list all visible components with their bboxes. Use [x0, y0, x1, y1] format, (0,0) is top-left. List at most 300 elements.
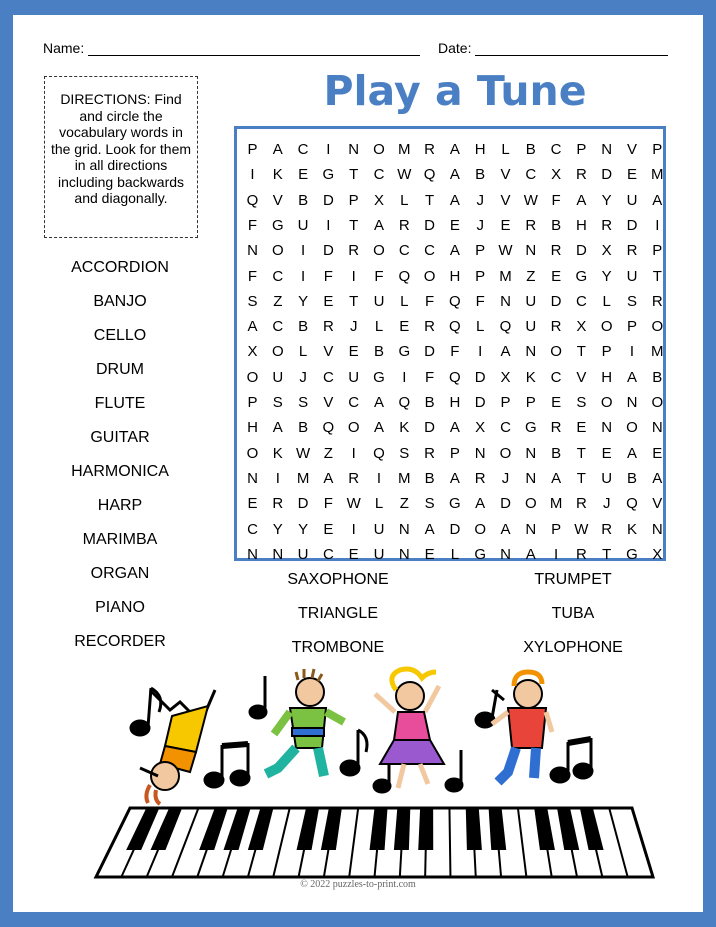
grid-letter[interactable]: G: [474, 545, 487, 563]
grid-letter[interactable]: N: [525, 469, 537, 487]
grid-letter[interactable]: A: [247, 318, 258, 336]
grid-letter[interactable]: L: [501, 141, 510, 158]
grid-letter[interactable]: A: [449, 166, 460, 184]
grid-letter[interactable]: P: [551, 520, 562, 538]
grid-letter[interactable]: C: [348, 394, 360, 411]
grid-letter[interactable]: D: [474, 368, 486, 386]
grid-letter[interactable]: Z: [323, 444, 333, 462]
grid-letter[interactable]: P: [247, 394, 258, 411]
grid-letter[interactable]: N: [247, 545, 258, 563]
grid-letter[interactable]: Y: [601, 267, 612, 285]
grid-letter[interactable]: R: [550, 419, 562, 437]
grid-letter[interactable]: O: [246, 444, 259, 462]
grid-letter[interactable]: P: [475, 242, 486, 260]
grid-letter[interactable]: Q: [398, 394, 411, 411]
grid-letter[interactable]: R: [651, 292, 663, 310]
grid-letter[interactable]: I: [301, 267, 306, 285]
grid-letter[interactable]: D: [424, 419, 436, 437]
grid-letter[interactable]: Q: [449, 318, 461, 336]
grid-letter[interactable]: R: [626, 242, 638, 260]
grid-letter[interactable]: A: [272, 141, 283, 158]
grid-letter[interactable]: R: [575, 495, 587, 513]
grid-letter[interactable]: E: [626, 166, 637, 184]
grid-letter[interactable]: R: [424, 318, 436, 336]
grid-letter[interactable]: I: [351, 444, 356, 462]
grid-letter[interactable]: M: [499, 267, 512, 285]
grid-letter[interactable]: D: [601, 166, 613, 184]
grid-letter[interactable]: T: [576, 469, 586, 487]
grid-letter[interactable]: E: [601, 444, 612, 462]
grid-letter[interactable]: S: [576, 394, 587, 411]
grid-letter[interactable]: P: [652, 242, 663, 260]
grid-letter[interactable]: A: [475, 495, 486, 513]
grid-letter[interactable]: Z: [526, 267, 536, 285]
grid-letter[interactable]: C: [247, 520, 258, 538]
grid-letter[interactable]: I: [250, 166, 255, 184]
grid-letter[interactable]: J: [501, 469, 510, 487]
grid-letter[interactable]: F: [247, 267, 258, 285]
grid-letter[interactable]: M: [549, 495, 563, 513]
grid-letter[interactable]: K: [525, 368, 536, 386]
grid-letter[interactable]: P: [626, 318, 637, 336]
grid-letter[interactable]: U: [297, 545, 309, 563]
grid-letter[interactable]: H: [449, 267, 461, 285]
grid-letter[interactable]: B: [525, 141, 536, 158]
grid-letter[interactable]: P: [449, 444, 460, 462]
grid-letter[interactable]: C: [424, 242, 436, 260]
grid-letter[interactable]: B: [551, 216, 562, 234]
grid-letter[interactable]: T: [652, 267, 662, 285]
grid-letter[interactable]: Q: [398, 267, 411, 285]
grid-letter[interactable]: S: [247, 292, 258, 310]
grid-letter[interactable]: O: [499, 444, 512, 462]
grid-letter[interactable]: N: [525, 242, 537, 260]
grid-letter[interactable]: L: [450, 545, 460, 563]
grid-letter[interactable]: P: [247, 141, 258, 158]
grid-letter[interactable]: A: [449, 419, 460, 437]
grid-letter[interactable]: C: [525, 166, 537, 184]
grid-letter[interactable]: C: [550, 368, 562, 386]
grid-letter[interactable]: D: [626, 216, 638, 234]
grid-letter[interactable]: T: [576, 343, 586, 361]
grid-letter[interactable]: A: [424, 520, 435, 538]
grid-letter[interactable]: P: [348, 191, 359, 209]
grid-letter[interactable]: R: [398, 216, 410, 234]
grid-letter[interactable]: C: [322, 545, 334, 563]
grid-letter[interactable]: O: [271, 242, 284, 260]
grid-letter[interactable]: I: [275, 469, 280, 487]
grid-letter[interactable]: G: [575, 267, 588, 285]
word-list-item: TROMBONE: [291, 639, 385, 656]
grid-letter[interactable]: D: [322, 191, 334, 209]
grid-letter[interactable]: A: [576, 191, 587, 209]
grid-letter[interactable]: A: [525, 545, 536, 563]
grid-letter[interactable]: U: [373, 520, 385, 538]
grid-letter[interactable]: B: [298, 419, 309, 437]
grid-letter[interactable]: E: [348, 545, 359, 563]
grid-letter[interactable]: F: [247, 216, 258, 234]
grid-letter[interactable]: M: [296, 469, 310, 487]
grid-letter[interactable]: I: [326, 141, 331, 158]
grid-letter[interactable]: Q: [449, 292, 461, 310]
grid-letter[interactable]: D: [474, 394, 486, 411]
grid-letter[interactable]: W: [523, 191, 538, 209]
grid-letter[interactable]: W: [296, 444, 311, 462]
grid-letter[interactable]: K: [626, 520, 637, 538]
grid-letter[interactable]: N: [651, 520, 663, 538]
grid-letter[interactable]: O: [600, 394, 613, 411]
grid-letter[interactable]: L: [374, 318, 384, 336]
black-key: [418, 808, 433, 850]
grid-letter[interactable]: B: [298, 191, 309, 209]
grid-letter[interactable]: R: [575, 166, 587, 184]
grid-letter[interactable]: F: [475, 292, 485, 310]
grid-letter[interactable]: T: [349, 216, 359, 234]
grid-letter[interactable]: Y: [298, 520, 309, 538]
grid-letter[interactable]: X: [601, 242, 612, 260]
grid-letter[interactable]: R: [550, 242, 562, 260]
grid-letter[interactable]: R: [525, 216, 537, 234]
grid-letter[interactable]: O: [373, 242, 385, 260]
grid-letter[interactable]: O: [474, 520, 487, 538]
grid-letter[interactable]: N: [601, 141, 613, 158]
grid-letter[interactable]: A: [323, 469, 334, 487]
grid-letter[interactable]: K: [399, 419, 410, 437]
grid-letter[interactable]: E: [399, 318, 410, 336]
grid-letter[interactable]: U: [525, 292, 537, 310]
grid-letter[interactable]: A: [652, 191, 663, 209]
grid-letter[interactable]: O: [524, 495, 537, 513]
grid-letter[interactable]: D: [322, 242, 334, 260]
grid-letter[interactable]: K: [272, 444, 283, 462]
grid-letter[interactable]: X: [551, 166, 562, 184]
grid-letter[interactable]: T: [349, 292, 359, 310]
grid-letter[interactable]: A: [626, 368, 637, 386]
grid-letter[interactable]: A: [449, 242, 460, 260]
grid-letter[interactable]: G: [398, 343, 411, 361]
grid-letter[interactable]: U: [373, 545, 385, 563]
grid-letter[interactable]: C: [322, 368, 334, 386]
grid-letter[interactable]: D: [297, 495, 309, 513]
grid-letter[interactable]: L: [298, 343, 308, 361]
grid-letter[interactable]: X: [247, 343, 258, 361]
grid-letter[interactable]: U: [272, 368, 284, 386]
grid-letter[interactable]: E: [298, 166, 309, 184]
grid-letter[interactable]: B: [373, 343, 384, 361]
grid-letter[interactable]: O: [600, 318, 613, 336]
grid-letter[interactable]: W: [346, 495, 361, 513]
grid-letter[interactable]: C: [575, 292, 587, 310]
grid-letter[interactable]: S: [272, 394, 283, 411]
grid-letter[interactable]: V: [323, 343, 334, 361]
grid-letter[interactable]: A: [373, 394, 384, 411]
grid-letter[interactable]: N: [525, 520, 537, 538]
grid-letter[interactable]: C: [500, 419, 511, 437]
grid-letter[interactable]: V: [500, 166, 511, 184]
grid-letter[interactable]: P: [652, 141, 663, 158]
grid-letter[interactable]: T: [425, 191, 435, 209]
grid-letter[interactable]: N: [500, 545, 511, 563]
grid-letter[interactable]: E: [348, 343, 359, 361]
grid-letter[interactable]: U: [373, 292, 385, 310]
grid-letter[interactable]: R: [575, 545, 587, 563]
grid-letter[interactable]: T: [602, 545, 612, 563]
grid-letter[interactable]: I: [554, 545, 559, 563]
grid-letter[interactable]: A: [449, 191, 460, 209]
grid-letter[interactable]: U: [601, 469, 613, 487]
grid-letter[interactable]: L: [374, 495, 384, 513]
grid-letter[interactable]: V: [500, 191, 511, 209]
grid-letter[interactable]: R: [272, 495, 284, 513]
grid-letter[interactable]: N: [272, 545, 284, 563]
grid-letter[interactable]: P: [576, 141, 587, 158]
grid-letter[interactable]: G: [626, 545, 638, 563]
grid-letter[interactable]: C: [297, 141, 309, 158]
grid-letter[interactable]: H: [449, 394, 461, 411]
grid-letter[interactable]: N: [398, 520, 410, 538]
grid-letter[interactable]: U: [626, 267, 638, 285]
grid-letter[interactable]: N: [348, 141, 360, 158]
grid-letter[interactable]: X: [652, 545, 663, 563]
grid-letter[interactable]: A: [449, 141, 460, 158]
grid-letter[interactable]: E: [576, 419, 587, 437]
grid-letter[interactable]: I: [629, 343, 635, 361]
grid-letter[interactable]: A: [626, 444, 637, 462]
grid-letter[interactable]: F: [323, 495, 333, 513]
grid-letter[interactable]: N: [651, 419, 663, 437]
grid-letter[interactable]: U: [626, 191, 638, 209]
grid-letter[interactable]: C: [373, 166, 385, 184]
word-list-item: PIANO: [95, 599, 145, 616]
grid-letter[interactable]: F: [450, 343, 460, 361]
word-list-item: XYLOPHONE: [523, 639, 623, 656]
grid-letter[interactable]: I: [351, 520, 356, 538]
grid-letter[interactable]: R: [550, 318, 562, 336]
grid-letter[interactable]: M: [651, 166, 664, 184]
grid-letter[interactable]: E: [247, 495, 258, 513]
grid-letter[interactable]: A: [551, 469, 562, 487]
grid-letter[interactable]: A: [373, 419, 384, 437]
grid-letter[interactable]: Q: [423, 166, 436, 184]
grid-letter[interactable]: N: [601, 419, 613, 437]
grid-letter[interactable]: G: [271, 216, 284, 234]
grid-letter[interactable]: E: [500, 216, 511, 234]
grid-letter[interactable]: N: [247, 469, 258, 487]
grid-letter[interactable]: L: [400, 191, 409, 209]
grid-letter[interactable]: I: [478, 343, 483, 361]
grid-letter[interactable]: H: [601, 368, 613, 386]
grid-letter[interactable]: M: [651, 343, 664, 361]
grid-letter[interactable]: G: [449, 495, 461, 513]
grid-letter[interactable]: R: [601, 520, 613, 538]
grid-letter[interactable]: X: [475, 419, 486, 437]
grid-letter[interactable]: M: [398, 469, 411, 487]
grid-letter[interactable]: I: [402, 368, 407, 386]
grid-letter[interactable]: O: [271, 343, 284, 361]
grid-letter[interactable]: P: [525, 394, 536, 411]
grid-letter[interactable]: Q: [449, 368, 461, 386]
grid-letter[interactable]: N: [474, 444, 486, 462]
grid-letter[interactable]: E: [424, 545, 435, 563]
grid-letter[interactable]: I: [351, 267, 356, 285]
grid-letter[interactable]: F: [425, 292, 435, 310]
grid-letter[interactable]: W: [574, 520, 589, 538]
grid-letter[interactable]: O: [423, 267, 436, 285]
grid-letter[interactable]: I: [301, 242, 306, 260]
grid-letter[interactable]: H: [474, 141, 486, 158]
grid-letter[interactable]: V: [272, 191, 283, 209]
grid-letter[interactable]: S: [424, 495, 435, 513]
grid-letter[interactable]: N: [398, 545, 410, 563]
grid-letter[interactable]: O: [550, 343, 562, 361]
grid-letter[interactable]: E: [551, 394, 562, 411]
grid-letter[interactable]: Z: [273, 292, 283, 310]
grid-letter[interactable]: J: [476, 191, 484, 209]
grid-letter[interactable]: A: [500, 343, 511, 361]
grid-letter[interactable]: U: [297, 216, 309, 234]
grid-letter[interactable]: D: [500, 495, 511, 513]
grid-letter[interactable]: J: [602, 495, 611, 513]
grid-letter[interactable]: I: [326, 216, 331, 234]
grid-letter[interactable]: B: [626, 469, 637, 487]
grid-letter[interactable]: P: [601, 343, 612, 361]
grid-letter[interactable]: V: [576, 368, 587, 386]
grid-letter[interactable]: E: [652, 444, 663, 462]
grid-letter[interactable]: G: [373, 368, 385, 386]
white-key-divider: [449, 808, 450, 877]
grid-letter[interactable]: X: [576, 318, 587, 336]
grid-letter[interactable]: C: [398, 242, 410, 260]
grid-letter[interactable]: V: [323, 394, 334, 411]
grid-letter[interactable]: L: [602, 292, 611, 310]
grid-letter[interactable]: S: [626, 292, 637, 310]
grid-letter[interactable]: B: [652, 368, 663, 386]
grid-letter[interactable]: F: [425, 368, 435, 386]
grid-letter[interactable]: R: [474, 469, 486, 487]
kid-handstand: [140, 690, 215, 804]
grid-letter[interactable]: D: [424, 343, 436, 361]
grid-letter[interactable]: O: [651, 394, 664, 411]
grid-letter[interactable]: Q: [373, 444, 385, 462]
grid-letter[interactable]: R: [601, 216, 613, 234]
grid-letter[interactable]: N: [626, 394, 638, 411]
grid-letter[interactable]: A: [500, 520, 511, 538]
grid-letter[interactable]: E: [323, 292, 334, 310]
grid-letter[interactable]: B: [424, 394, 435, 411]
grid-letter[interactable]: Q: [626, 495, 638, 513]
grid-letter[interactable]: G: [524, 419, 537, 437]
grid-letter[interactable]: W: [498, 242, 513, 260]
grid-letter[interactable]: B: [298, 318, 309, 336]
grid-letter[interactable]: N: [525, 343, 537, 361]
grid-letter[interactable]: I: [655, 216, 660, 234]
grid-letter[interactable]: E: [551, 267, 562, 285]
grid-letter[interactable]: D: [575, 242, 587, 260]
grid-letter[interactable]: R: [424, 444, 436, 462]
grid-letter[interactable]: L: [400, 292, 409, 310]
grid-letter[interactable]: N: [500, 292, 511, 310]
grid-letter[interactable]: U: [525, 318, 537, 336]
grid-letter[interactable]: O: [246, 368, 259, 386]
kid-red-shirt: [492, 672, 552, 782]
grid-letter[interactable]: A: [652, 469, 663, 487]
grid-letter[interactable]: F: [551, 191, 561, 209]
grid-letter[interactable]: Q: [246, 191, 259, 209]
grid-letter[interactable]: F: [323, 267, 333, 285]
word-list-item: RECORDER: [74, 633, 166, 650]
grid-letter[interactable]: Z: [399, 495, 409, 513]
grid-letter[interactable]: K: [272, 166, 283, 184]
grid-letter[interactable]: D: [424, 216, 436, 234]
grid-letter[interactable]: A: [272, 419, 283, 437]
grid-letter[interactable]: O: [373, 141, 385, 158]
grid-letter[interactable]: W: [397, 166, 412, 184]
grid-letter[interactable]: O: [347, 419, 360, 437]
grid-letter[interactable]: J: [349, 318, 358, 336]
grid-letter[interactable]: Q: [322, 419, 335, 437]
grid-letter[interactable]: B: [424, 469, 435, 487]
grid-letter[interactable]: B: [551, 444, 562, 462]
grid-letter[interactable]: A: [373, 216, 384, 234]
grid-letter[interactable]: D: [550, 292, 562, 310]
grid-letter[interactable]: C: [272, 318, 284, 336]
grid-letter[interactable]: J: [299, 368, 307, 386]
grid-letter[interactable]: R: [348, 242, 360, 260]
word-list-item: FLUTE: [94, 395, 146, 412]
grid-letter[interactable]: I: [376, 469, 382, 487]
grid-letter[interactable]: S: [399, 444, 410, 462]
grid-letter[interactable]: N: [247, 242, 258, 260]
grid-letter[interactable]: V: [652, 495, 663, 513]
grid-letter[interactable]: R: [348, 469, 360, 487]
grid-letter[interactable]: E: [323, 520, 334, 538]
grid-letter[interactable]: V: [626, 141, 637, 158]
grid-letter[interactable]: X: [500, 368, 511, 386]
grid-letter[interactable]: R: [424, 141, 436, 158]
grid-letter[interactable]: L: [476, 318, 485, 336]
grid-letter[interactable]: C: [272, 267, 284, 285]
grid-letter[interactable]: O: [651, 318, 664, 336]
grid-letter[interactable]: R: [322, 318, 334, 336]
grid-letter[interactable]: P: [500, 394, 511, 411]
grid-letter[interactable]: N: [525, 444, 537, 462]
grid-letter[interactable]: D: [449, 520, 461, 538]
grid-letter[interactable]: C: [550, 141, 562, 158]
grid-letter[interactable]: F: [374, 267, 384, 285]
grid-letter[interactable]: Q: [499, 318, 512, 336]
grid-letter[interactable]: Y: [601, 191, 612, 209]
grid-letter[interactable]: P: [475, 267, 486, 285]
grid-letter[interactable]: S: [298, 394, 309, 411]
grid-letter[interactable]: H: [247, 419, 258, 437]
grid-letter[interactable]: U: [348, 368, 360, 386]
grid-letter[interactable]: A: [449, 469, 460, 487]
grid-letter[interactable]: X: [373, 191, 384, 209]
grid-letter[interactable]: T: [349, 166, 359, 184]
piano-keyboard: [96, 808, 653, 877]
grid-letter[interactable]: M: [398, 141, 411, 158]
word-list-item: TRIANGLE: [297, 605, 378, 622]
grid-letter[interactable]: Y: [298, 292, 309, 310]
grid-letter[interactable]: J: [476, 216, 484, 234]
grid-letter[interactable]: O: [626, 419, 638, 437]
grid-letter[interactable]: H: [575, 216, 587, 234]
grid-letter[interactable]: G: [322, 166, 335, 184]
grid-letter[interactable]: E: [449, 216, 460, 234]
grid-letter[interactable]: Y: [272, 520, 283, 538]
grid-letter[interactable]: T: [576, 444, 586, 462]
grid-letter[interactable]: B: [475, 166, 486, 184]
